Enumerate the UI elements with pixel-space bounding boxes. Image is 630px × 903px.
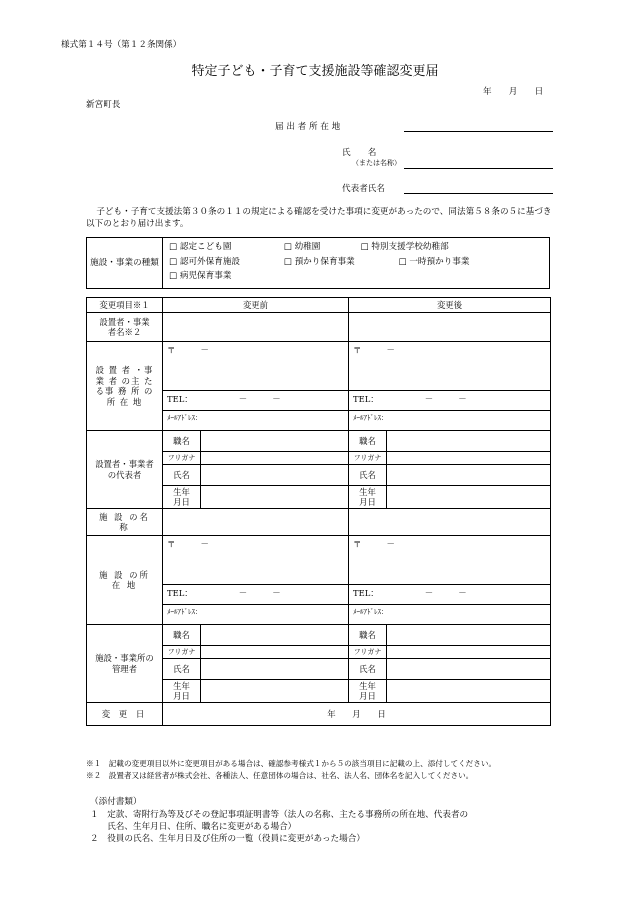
- mgr-name-after[interactable]: [387, 659, 551, 680]
- facility-tel-after[interactable]: TEL： － －: [349, 585, 551, 605]
- office-mail-after[interactable]: ﾒｰﾙｱﾄﾞﾚｽ：: [349, 411, 551, 431]
- facility-mail-before[interactable]: ﾒｰﾙｱﾄﾞﾚｽ：: [163, 605, 349, 625]
- rep-title-label-before: 職名: [163, 431, 201, 452]
- row-office-address: 設 置 者 ・事 業 者 の主 た る事 務 所 の所 在 地: [87, 342, 163, 431]
- facility-kind-options: [163, 238, 550, 289]
- mgr-title-after[interactable]: [387, 625, 551, 646]
- change-table: [86, 297, 551, 726]
- office-postal-after[interactable]: 〒 －: [349, 342, 551, 391]
- row-manager: 施設・事業所の管理者: [87, 625, 163, 703]
- recipient: 新宮町長: [86, 100, 121, 110]
- mgr-birth-before[interactable]: [201, 680, 349, 703]
- facility-name-before[interactable]: [163, 509, 349, 536]
- rep-birth-label-before: 生年月日: [163, 486, 201, 509]
- facility-name-after[interactable]: [349, 509, 551, 536]
- option-byoji[interactable]: □ 病児保育事業: [169, 271, 232, 282]
- rep-line[interactable]: [404, 193, 553, 194]
- date-line: 年 月 日: [483, 87, 544, 97]
- row-facility-address: 施 設 の所 在 地: [87, 536, 163, 625]
- rep-furigana-label-after: フリガナ: [349, 452, 387, 465]
- rep-name-after[interactable]: [387, 465, 551, 486]
- option-yochien[interactable]: □ 幼稚園: [283, 242, 321, 252]
- mgr-furigana-label-after: フリガナ: [349, 646, 387, 659]
- office-tel-after[interactable]: TEL： － －: [349, 391, 551, 411]
- rep-title-before[interactable]: [201, 431, 349, 452]
- rep-title-after[interactable]: [387, 431, 551, 452]
- mgr-furigana-before[interactable]: [201, 646, 349, 659]
- page-title: 特定子ども・子育て支援施設等確認変更届: [191, 64, 439, 79]
- rep-name-label-after: 氏名: [349, 465, 387, 486]
- rep-title-label-after: 職名: [349, 431, 387, 452]
- mgr-furigana-label-before: フリガナ: [163, 646, 201, 659]
- rep-birth-before[interactable]: [201, 486, 349, 509]
- row-setter-name: 設置者・事業者名※２: [87, 313, 163, 342]
- option-ninkagai[interactable]: □ 認可外保育施設: [169, 256, 241, 267]
- intro-text: 子ども・子育て支援法第３０条の１１の規定による確認を受けた事項に変更があったので、同法第５８条の５に基づき以下のとおり届け出ます。: [86, 207, 552, 230]
- facility-kind-label: 施設・事業の種類: [87, 238, 163, 289]
- mgr-title-before[interactable]: [201, 625, 349, 646]
- name-label: 氏 名: [342, 148, 377, 158]
- row-representative: 設置者・事業者の代表者: [87, 431, 163, 509]
- rep-name-label-before: 氏名: [163, 465, 201, 486]
- office-tel-before[interactable]: TEL： － －: [163, 391, 349, 411]
- rep-furigana-before[interactable]: [201, 452, 349, 465]
- setter-name-before[interactable]: [163, 313, 349, 342]
- mgr-furigana-after[interactable]: [387, 646, 551, 659]
- mgr-birth-after[interactable]: [387, 680, 551, 703]
- option-azukari[interactable]: □ 預かり保育事業: [283, 256, 355, 267]
- mgr-birth-label-before: 生年月日: [163, 680, 201, 703]
- rep-birth-label-after: 生年月日: [349, 486, 387, 509]
- rep-furigana-label-before: フリガナ: [163, 452, 201, 465]
- facility-postal-before[interactable]: 〒 －: [163, 536, 349, 585]
- option-nintei[interactable]: □ 認定こども園: [169, 242, 232, 252]
- attachment-1: １ 定款、寄附行為等及びその登記事項証明書等（法人の名称、主たる事務所の所在地、代表者の: [90, 810, 469, 820]
- header-before: 変更前: [163, 298, 349, 313]
- facility-tel-before[interactable]: TEL： － －: [163, 585, 349, 605]
- header-after: 変更後: [349, 298, 551, 313]
- attachment-2: ２ 役員の氏名、生年月日及び住所の一覧（役員に変更があった場合）: [90, 834, 365, 844]
- mgr-title-label-after: 職名: [349, 625, 387, 646]
- rep-name-before[interactable]: [201, 465, 349, 486]
- form-number: 様式第１４号（第１２条関係）: [61, 40, 182, 50]
- attachment-1-cont: 氏名、生年月日、住所、職名に変更がある場合）: [90, 822, 297, 832]
- name-line[interactable]: [404, 168, 553, 169]
- note-2: ※２ 設置者又は経営者が株式会社、各種法人、任意団体の場合は、社名、法人名、団体名を記入してください。: [86, 771, 474, 780]
- row-change-date: 変 更 日: [87, 703, 163, 726]
- rep-furigana-after[interactable]: [387, 452, 551, 465]
- mgr-name-before[interactable]: [201, 659, 349, 680]
- address-line[interactable]: [404, 131, 553, 132]
- rep-birth-after[interactable]: [387, 486, 551, 509]
- mgr-name-label-after: 氏名: [349, 659, 387, 680]
- name-sub-label: （または名称）: [352, 159, 401, 167]
- header-item: 変更項目※１: [87, 298, 163, 313]
- option-ichiji[interactable]: □ 一時預かり事業: [398, 256, 470, 267]
- facility-mail-after[interactable]: ﾒｰﾙｱﾄﾞﾚｽ：: [349, 605, 551, 625]
- option-tokubetsu[interactable]: □ 特別支援学校幼稚部: [360, 242, 449, 252]
- facility-postal-after[interactable]: 〒 －: [349, 536, 551, 585]
- note-1: ※１ 記載の変更項目以外に変更項目がある場合は、確認参考様式１から５の該当項目に記載の上、添付してください。: [86, 759, 497, 768]
- office-mail-before[interactable]: ﾒｰﾙｱﾄﾞﾚｽ：: [163, 411, 349, 431]
- facility-kind-table: [86, 237, 550, 289]
- mgr-title-label-before: 職名: [163, 625, 201, 646]
- address-label: 届 出 者 所 在 地: [275, 122, 341, 132]
- mgr-birth-label-after: 生年月日: [349, 680, 387, 703]
- mgr-name-label-before: 氏名: [163, 659, 201, 680]
- change-date-value[interactable]: 年 月 日: [163, 703, 551, 726]
- office-postal-before[interactable]: 〒 －: [163, 342, 349, 391]
- attachments-heading: （添付書類）: [90, 797, 142, 807]
- setter-name-after[interactable]: [349, 313, 551, 342]
- row-facility-name: 施 設 の名 称: [87, 509, 163, 536]
- rep-label: 代表者氏名: [342, 184, 385, 194]
